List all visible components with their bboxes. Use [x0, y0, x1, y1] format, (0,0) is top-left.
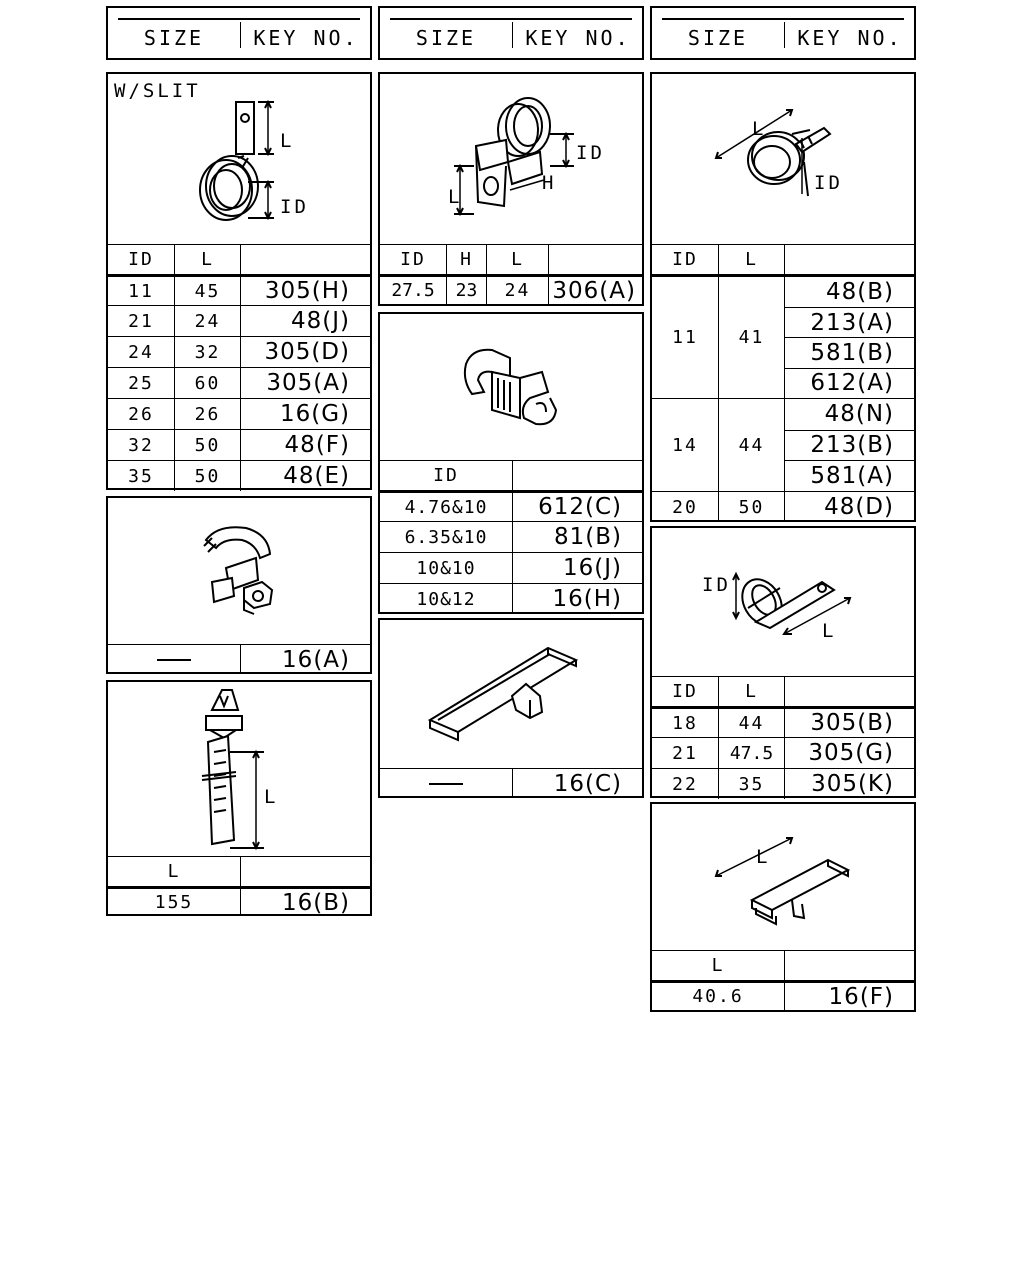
cell-id: 21: [672, 742, 698, 764]
table-row: [108, 274, 370, 305]
slit-label: W/SLIT: [114, 80, 201, 102]
table-row: [108, 398, 370, 429]
cell-id: 26: [128, 403, 154, 425]
cell-l: 60: [174, 368, 240, 398]
cell-key: 16(G): [240, 399, 370, 429]
col-key-header: [240, 245, 370, 274]
col-id-header: ID: [128, 249, 154, 270]
dim-l-label: L: [752, 118, 767, 140]
table-row: [380, 274, 642, 304]
cell-key: 213(A): [785, 307, 914, 337]
table-row: [652, 491, 914, 522]
header-col-1: [106, 6, 372, 60]
cell-key: 581(A): [785, 460, 914, 491]
cell-l: 50: [718, 492, 784, 522]
col-l-header: L: [711, 955, 725, 976]
col-l-header: L: [718, 677, 784, 706]
panel-loop-clamp: [650, 526, 916, 798]
cell-l: 41: [718, 277, 784, 398]
cell-size: [380, 769, 512, 798]
cell-key: 306(A): [548, 277, 642, 304]
cell-l: 40.6: [692, 986, 744, 1007]
table-row: [108, 460, 370, 491]
cell-key: 612(A): [785, 368, 914, 398]
cell-key: 581(B): [785, 337, 914, 367]
band-clamp-drawing: [652, 74, 914, 244]
col-id-header: ID: [672, 249, 698, 270]
dim-id-label: ID: [576, 142, 605, 164]
cell-key: 213(B): [785, 430, 914, 461]
col-key-header: [548, 245, 642, 274]
panel-push-clip: [106, 680, 372, 916]
cell-id: 22: [672, 773, 698, 795]
cell-l: 44: [718, 709, 784, 737]
header-key-no: KEY NO.: [797, 26, 903, 50]
table-row: [108, 644, 370, 674]
col-id-header: ID: [433, 465, 459, 486]
cell-id: 20: [672, 496, 698, 518]
col-l-header: L: [167, 861, 181, 882]
cell-key: 16(B): [240, 889, 370, 916]
col-key-header: [784, 951, 914, 980]
panel-clip-16a: [106, 496, 372, 674]
dim-l-label: L: [264, 786, 279, 808]
cell-key: 48(B): [826, 279, 894, 306]
dim-h-label: H: [542, 172, 557, 194]
col-id-header: ID: [672, 681, 698, 702]
col-l-header: L: [174, 245, 240, 274]
cell-id: 14: [672, 434, 698, 456]
plate-clip-drawing: [380, 620, 642, 768]
table-row: [652, 706, 914, 737]
slit-clamp-drawing: [108, 74, 370, 244]
dim-id-label: ID: [814, 172, 843, 194]
panel-offset-clamp: [378, 72, 644, 306]
loop-clamp-drawing: [652, 528, 914, 676]
cell-l: 24: [486, 277, 548, 304]
table-row: [652, 768, 914, 799]
cell-key: 612(C): [512, 493, 642, 521]
cell-size: [108, 645, 240, 674]
panel-double-clip: [378, 312, 644, 614]
cell-id: 25: [128, 372, 154, 394]
header-size: SIZE: [143, 26, 205, 50]
cell-l: 155: [154, 892, 194, 913]
table-row: [380, 552, 642, 583]
cell-id: 18: [672, 712, 698, 734]
table-row-group: [652, 398, 914, 491]
offset-clamp-drawing: [380, 74, 642, 244]
dim-id-label: ID: [280, 196, 309, 218]
col-key-header: [784, 677, 914, 706]
cell-key: 16(H): [512, 584, 642, 614]
clip-16a-drawing: [108, 498, 370, 644]
cell-key: 305(A): [240, 368, 370, 398]
cell-key: 16(A): [240, 645, 370, 674]
table-row: [108, 305, 370, 336]
cell-l: 47.5: [718, 738, 784, 768]
col-h-header: H: [446, 245, 486, 274]
cell-key: 48(F): [240, 430, 370, 460]
dim-l-label: L: [756, 846, 771, 868]
table-row: [108, 429, 370, 460]
cell-l: 45: [174, 277, 240, 305]
table-row: [652, 737, 914, 768]
dim-l-label: L: [448, 186, 463, 208]
cell-key: 48(E): [240, 461, 370, 491]
col-l-header: L: [486, 245, 548, 274]
table-row: [652, 980, 914, 1010]
cell-key: 48(J): [240, 306, 370, 336]
cell-id: 11: [128, 280, 154, 302]
cell-key: 16(C): [512, 769, 642, 798]
cell-l: 24: [174, 306, 240, 336]
dim-l-label: L: [822, 620, 837, 642]
cell-id: 10&10: [416, 557, 476, 579]
cell-l: 50: [174, 461, 240, 491]
header-col-3: [650, 6, 916, 60]
cell-id: 11: [672, 327, 698, 348]
cell-l: 44: [718, 399, 784, 491]
cell-id: 32: [128, 434, 154, 456]
edge-clip-drawing: [652, 804, 914, 952]
dim-l-label: L: [280, 130, 295, 152]
cell-key: 48(D): [784, 492, 914, 522]
table-row: [108, 336, 370, 367]
cell-key: 81(B): [512, 522, 642, 552]
cell-key: 16(J): [512, 553, 642, 583]
cell-id: 4.76&10: [404, 496, 488, 518]
cell-l: 32: [174, 337, 240, 367]
cell-id: 24: [128, 341, 154, 363]
cell-key: 16(F): [784, 983, 914, 1010]
col-id-header: ID: [400, 249, 426, 270]
table-row: [380, 583, 642, 614]
cell-id: 6.35&10: [404, 526, 488, 548]
cell-id: 21: [128, 310, 154, 332]
table-row: [380, 521, 642, 552]
push-clip-drawing: [108, 682, 370, 856]
cell-l: 50: [174, 430, 240, 460]
table-row: [108, 367, 370, 398]
col-key-header: [512, 461, 642, 490]
double-clip-drawing: [380, 314, 642, 462]
table-row-group: [652, 274, 914, 398]
cell-key: 305(G): [784, 738, 914, 768]
panel-plate-clip: [378, 618, 644, 798]
panel-edge-clip: [650, 802, 916, 1012]
cell-key: 305(H): [240, 277, 370, 305]
dim-id-label: ID: [702, 574, 731, 596]
cell-key: 305(B): [784, 709, 914, 737]
cell-id: 27.5: [391, 280, 435, 301]
header-col-2: [378, 6, 644, 60]
cell-key: 48(N): [824, 401, 894, 428]
header-key-no: KEY NO.: [525, 26, 631, 50]
cell-l: 35: [718, 769, 784, 799]
col-key-header: [784, 245, 914, 274]
cell-key: 305(D): [240, 337, 370, 367]
header-size: SIZE: [415, 26, 477, 50]
cell-l: 26: [174, 399, 240, 429]
cell-key: 305(K): [784, 769, 914, 799]
header-key-no: KEY NO.: [253, 26, 359, 50]
cell-id: 10&12: [416, 588, 476, 610]
col-key-header: [240, 857, 370, 886]
cell-id: 35: [128, 465, 154, 487]
table-row: [108, 886, 370, 916]
col-l-header: L: [718, 245, 784, 274]
cell-h: 23: [446, 277, 486, 304]
table-row: [380, 768, 642, 798]
table-row: [380, 490, 642, 521]
panel-band-clamp: [650, 72, 916, 522]
panel-slit-clamp: [106, 72, 372, 490]
header-size: SIZE: [687, 26, 749, 50]
